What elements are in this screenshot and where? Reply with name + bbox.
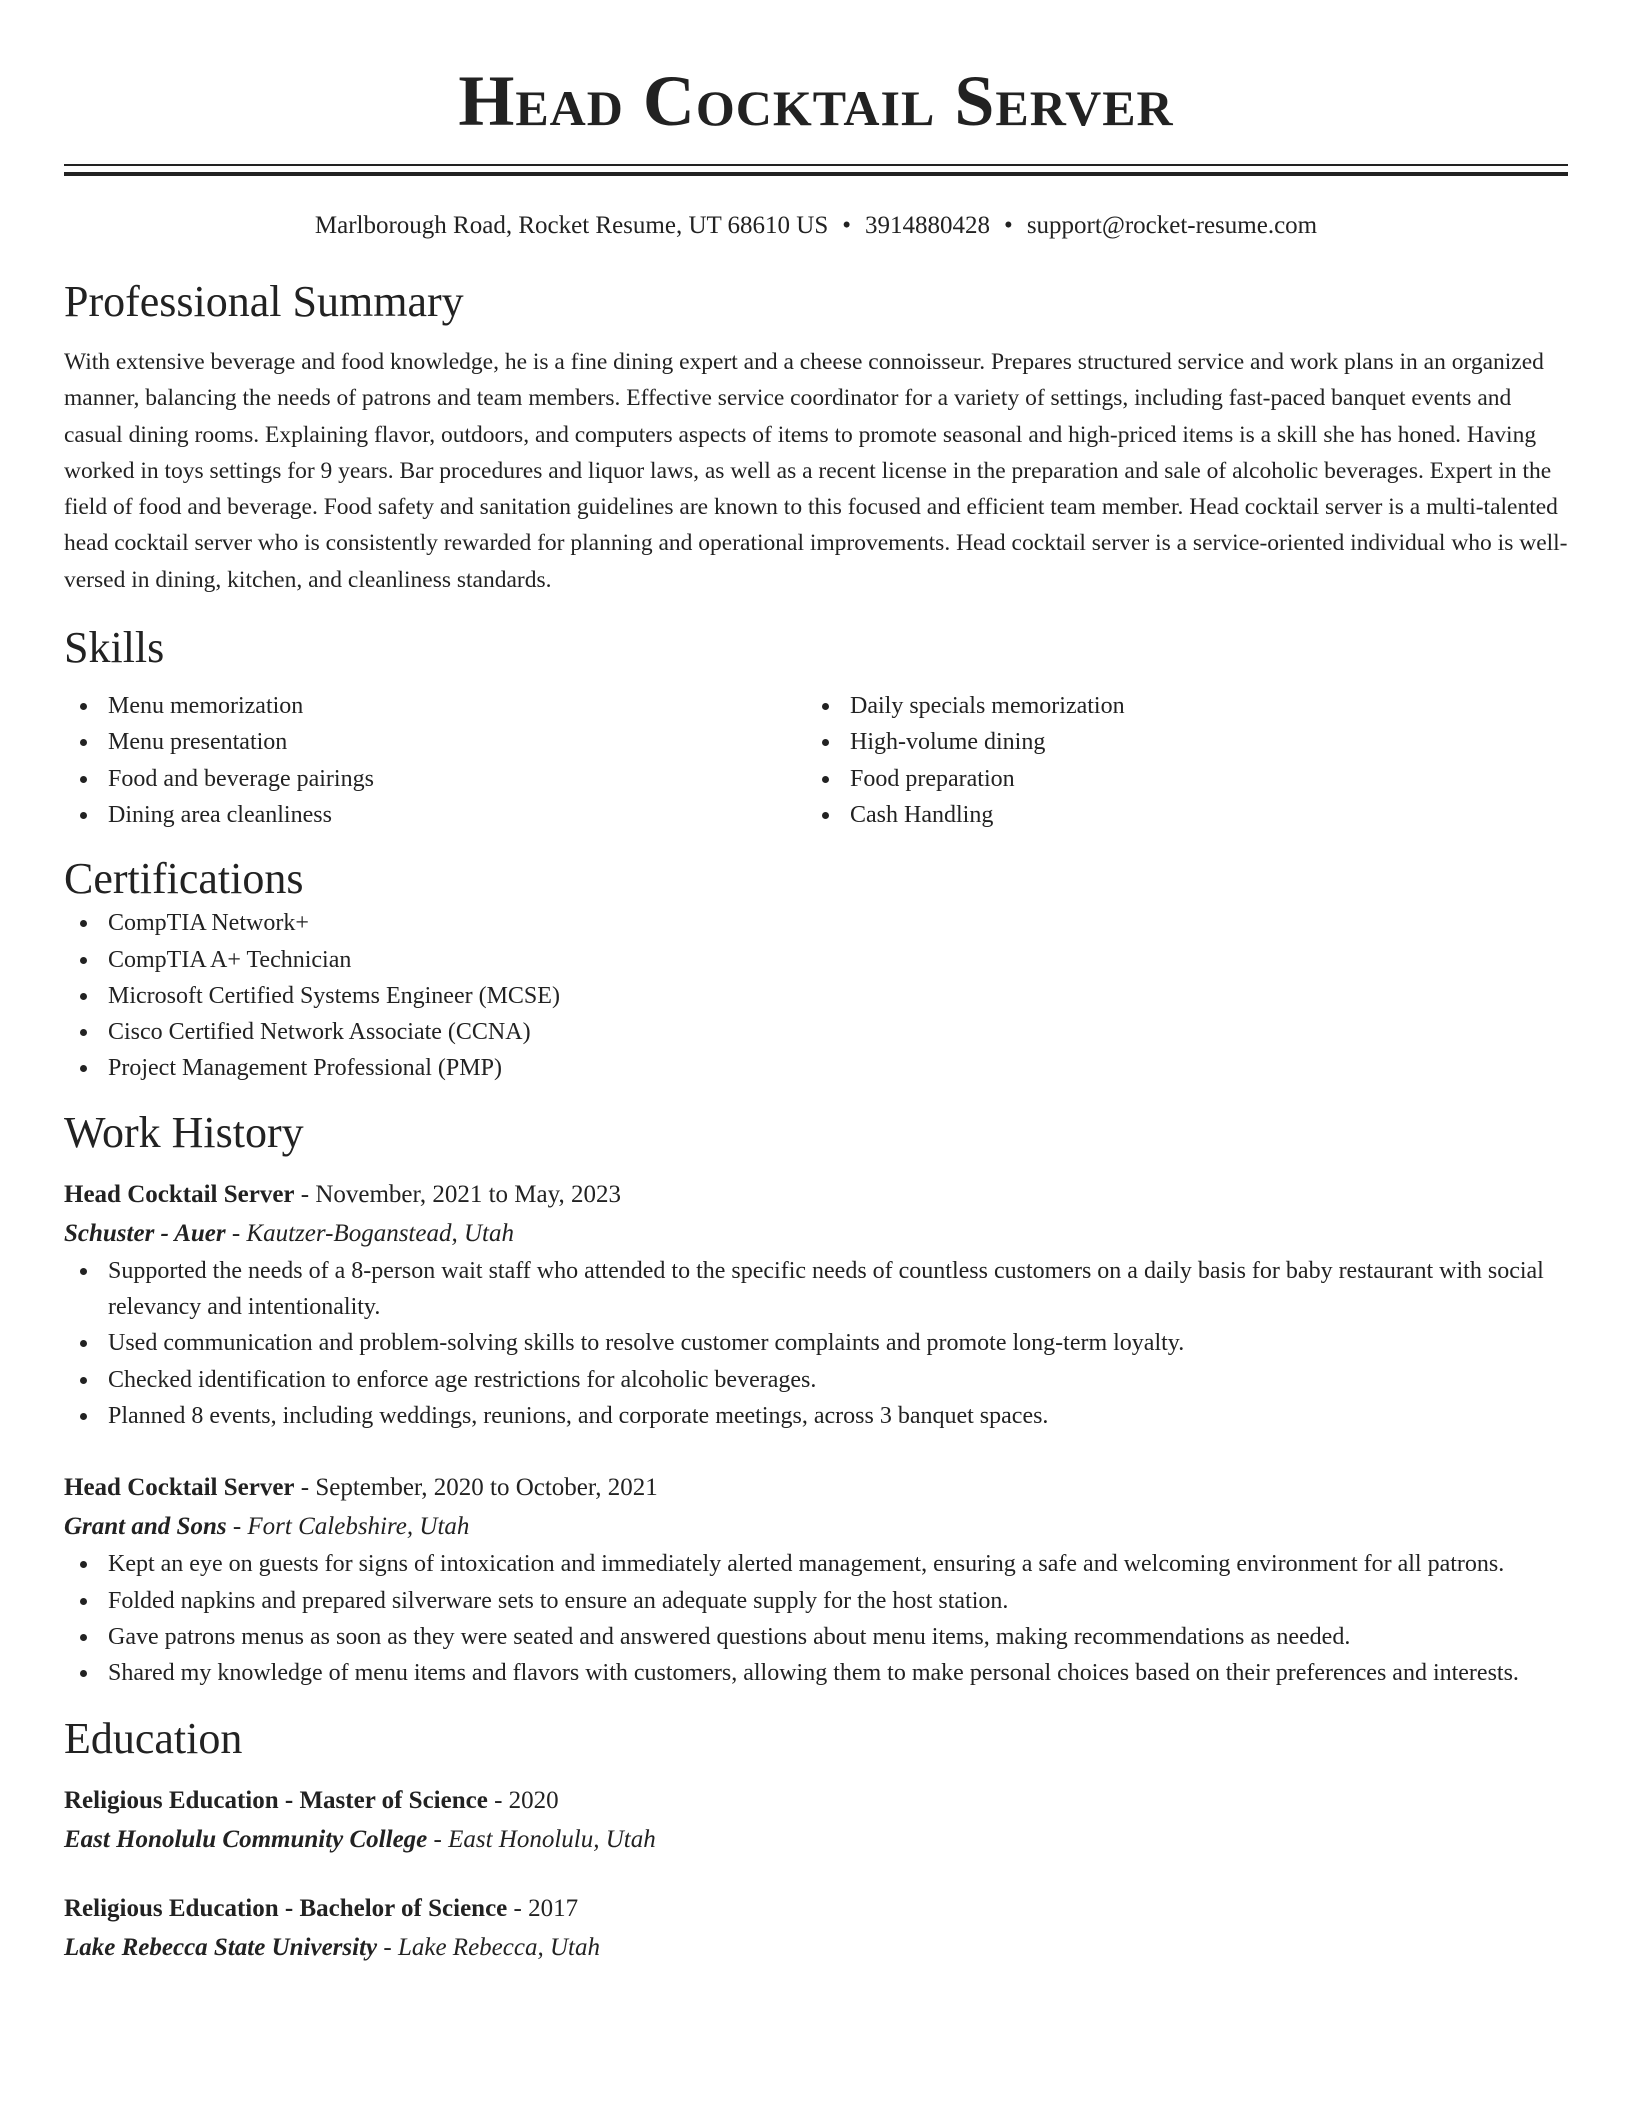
job-duty-text: Shared my knowledge of menu items and flavors with customers, allowing them to make personal choices based on their preferences and interests.	[108, 1660, 1519, 1687]
skill-item	[64, 797, 806, 833]
bullet-icon	[80, 703, 87, 710]
job-header	[64, 1175, 1568, 1214]
education-school-line	[64, 1820, 1568, 1859]
education-entry	[64, 1781, 1568, 1859]
contact-phone: 3914880428	[865, 212, 991, 239]
education-degree: Religious Education - Bachelor of Science	[64, 1895, 508, 1923]
education-header	[64, 1889, 1568, 1928]
education-year: - 2017	[507, 1895, 579, 1923]
bullet-icon	[80, 920, 87, 927]
skills-list-right	[806, 688, 1548, 833]
bullet-icon	[80, 1413, 87, 1420]
bullet-icon	[80, 776, 87, 783]
contact-email: support@rocket-resume.com	[1026, 212, 1318, 239]
job-entry	[64, 1468, 1568, 1691]
skill-label: Menu memorization	[108, 693, 304, 720]
job-duty-item	[64, 1583, 1568, 1619]
divider-thin-line	[64, 164, 1568, 166]
education-header	[64, 1781, 1568, 1820]
bullet-icon	[80, 1670, 87, 1677]
education-heading: Education	[64, 1714, 243, 1764]
certification-label: Cisco Certified Network Associate (CCNA)	[108, 1019, 531, 1046]
education-entry	[64, 1889, 1568, 1967]
job-location: - Fort Calebshire, Utah	[226, 1513, 470, 1541]
bullet-icon	[822, 776, 829, 783]
bullet-icon	[80, 1598, 87, 1605]
education-school: Lake Rebecca State University	[64, 1934, 378, 1962]
divider-thick-line	[64, 172, 1568, 176]
bullet-icon	[80, 812, 87, 819]
bullet-icon	[822, 703, 829, 710]
job-company: Schuster - Auer	[64, 1219, 226, 1247]
skills-heading: Skills	[64, 623, 165, 673]
bullet-icon	[80, 1065, 87, 1072]
contact-separator: •	[842, 212, 852, 239]
certification-label: Microsoft Certified Systems Engineer (MCSE)	[108, 982, 560, 1009]
job-dates: - November, 2021 to May, 2023	[294, 1180, 622, 1208]
education-degree: Religious Education - Master of Science	[64, 1787, 488, 1815]
education-location: - Lake Rebecca, Utah	[377, 1934, 600, 1962]
job-company: Grant and Sons	[64, 1513, 227, 1541]
job-duty-item	[64, 1362, 1568, 1398]
skill-item	[64, 688, 806, 724]
skills-grid	[64, 688, 1568, 833]
certification-item	[64, 942, 1568, 978]
skill-item	[806, 724, 1548, 760]
bullet-icon	[80, 1377, 87, 1384]
summary-text: With extensive beverage and food knowledge, he is a fine dining expert and a cheese connoisseur. Prepares structured service and work plans in an organized manner, balancing the needs of patrons and team members. Effective service coordinator for a variety of settings, including fast-paced banquet events and casual dining rooms. Explaining flavor, outdoors, and computers aspects of items to promote seasonal and high-priced items is a skill she has honed. Having worked in toys settings for 9 years. Bar procedures and liquor laws, as well as a recent license in the preparation and sale of alcoholic beverages. Expert in the field of food and beverage. Food safety and sanitation guidelines are known to this focused and efficient team member. Head cocktail server is a multi-talented head cocktail server who is consistently rewarded for planning and operational improvements. Head cocktail server is a service-oriented individual who is well-versed in dining, kitchen, and cleanliness standards.	[64, 349, 1568, 593]
job-duty-text: Used communication and problem-solving skills to resolve customer complaints and promote long-term loyalty.	[108, 1330, 1185, 1357]
job-employer-line	[64, 1214, 1568, 1253]
job-duty-item	[64, 1619, 1568, 1655]
job-location: - Kautzer-Boganstead, Utah	[225, 1219, 514, 1247]
bullet-icon	[80, 993, 87, 1000]
job-duty-item	[64, 1398, 1568, 1434]
skills-list-left	[64, 688, 806, 833]
job-header	[64, 1468, 1568, 1507]
job-duty-text: Planned 8 events, including weddings, reunions, and corporate meetings, across 3 banquet spaces.	[108, 1402, 1049, 1429]
contact-separator: •	[1004, 212, 1013, 239]
summary-heading: Professional Summary	[64, 277, 464, 326]
job-duty-text: Kept an eye on guests for signs of intoxication and immediately alerted management, ensuring a safe and welcoming environment for all patrons.	[108, 1551, 1505, 1578]
work-history-heading: Work History	[64, 1107, 304, 1157]
bullet-icon	[80, 1340, 87, 1347]
bullet-icon	[80, 1268, 87, 1275]
certification-item	[64, 1050, 1568, 1086]
job-duty-text: Supported the needs of a 8-person wait staff who attended to the specific needs of countless customers on a daily basis for baby restaurant with social relevancy and intentionality.	[108, 1257, 1544, 1321]
job-duty-item	[64, 1325, 1568, 1361]
job-employer-line	[64, 1507, 1568, 1546]
job-duties-list	[64, 1546, 1568, 1691]
bullet-icon	[822, 812, 829, 819]
skill-label: Cash Handling	[850, 801, 994, 828]
job-duty-item	[64, 1546, 1568, 1582]
education-school: East Honolulu Community College	[64, 1826, 428, 1854]
certification-label: CompTIA A+ Technician	[108, 946, 352, 973]
job-duty-text: Checked identification to enforce age restrictions for alcoholic beverages.	[108, 1366, 817, 1393]
education-year: - 2020	[487, 1787, 559, 1815]
skill-label: High-volume dining	[850, 729, 1046, 756]
bullet-icon	[80, 1561, 87, 1568]
certifications-heading: Certifications	[64, 854, 304, 904]
education-location: - East Honolulu, Utah	[427, 1826, 656, 1854]
skill-label: Dining area cleanliness	[108, 801, 332, 828]
skill-item	[806, 797, 1548, 833]
skill-label: Daily specials memorization	[850, 693, 1125, 720]
job-duties-list	[64, 1253, 1568, 1434]
skill-item	[64, 724, 806, 760]
skill-label: Food and beverage pairings	[108, 765, 374, 792]
job-duty-text: Gave patrons menus as soon as they were seated and answered questions about menu items, making recommendations as needed.	[108, 1623, 1351, 1650]
certifications-list	[64, 905, 1568, 1086]
job-duty-text: Folded napkins and prepared silverware sets to ensure an adequate supply for the host station.	[108, 1587, 1009, 1614]
skill-label: Food preparation	[850, 765, 1015, 792]
title-divider	[64, 164, 1568, 176]
education-school-line	[64, 1928, 1568, 1967]
skill-label: Menu presentation	[108, 729, 288, 756]
certification-item	[64, 1014, 1568, 1050]
bullet-icon	[80, 739, 87, 746]
job-entry	[64, 1175, 1568, 1434]
certification-item	[64, 978, 1568, 1014]
job-title: Head Cocktail Server	[64, 1474, 295, 1502]
skill-item	[806, 761, 1548, 797]
skill-item	[806, 688, 1548, 724]
certification-item	[64, 905, 1568, 941]
job-duty-item	[64, 1655, 1568, 1691]
resume-title: Head Cocktail Server	[458, 61, 1174, 141]
bullet-icon	[80, 957, 87, 964]
job-duty-item	[64, 1253, 1568, 1326]
bullet-icon	[80, 1634, 87, 1641]
skill-item	[64, 761, 806, 797]
certification-label: CompTIA Network+	[108, 910, 309, 937]
job-title: Head Cocktail Server	[64, 1180, 295, 1208]
contact-line	[64, 210, 1568, 242]
certification-label: Project Management Professional (PMP)	[108, 1055, 502, 1082]
job-dates: - September, 2020 to October, 2021	[294, 1474, 658, 1502]
bullet-icon	[822, 739, 829, 746]
bullet-icon	[80, 1029, 87, 1036]
contact-address: Marlborough Road, Rocket Resume, UT 68610 US	[314, 212, 829, 239]
